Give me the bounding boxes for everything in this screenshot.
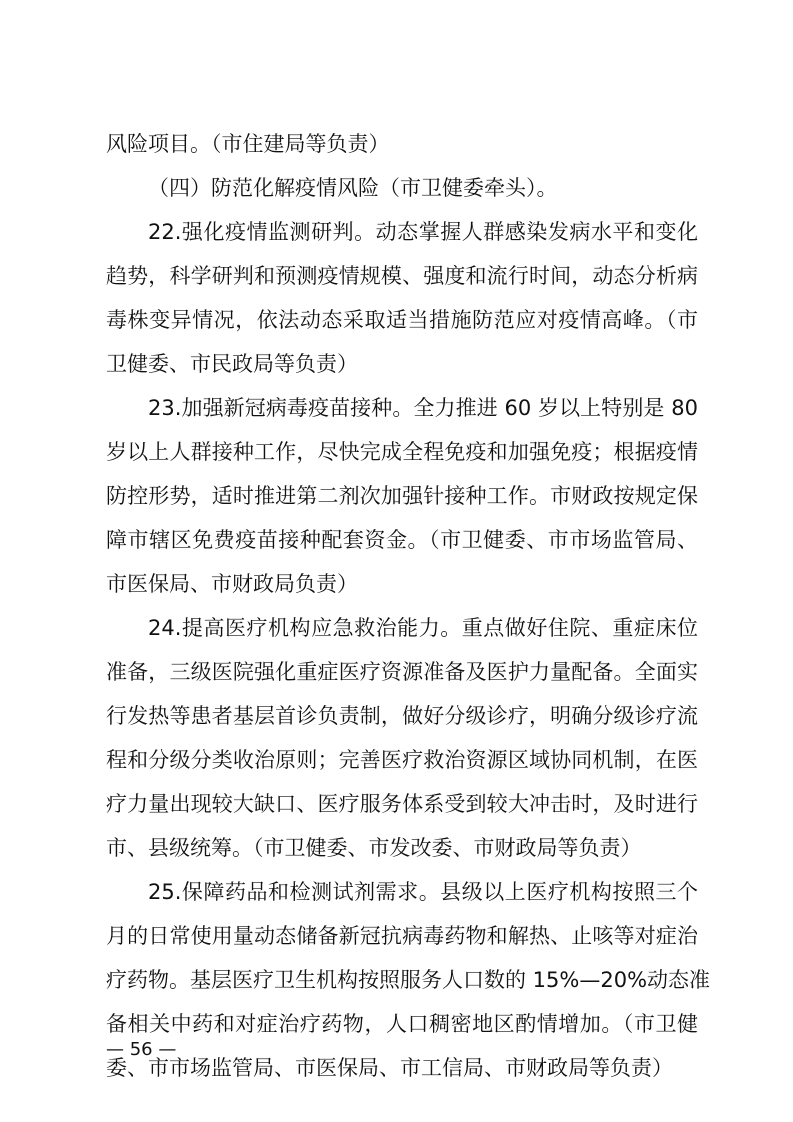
text-line: 行发热等患者基层首诊负责制，做好分级诊疗，明确分级诊疗流 [106,704,698,728]
text-line: 疗力量出现较大缺口、医疗服务体系受到较大冲击时，及时进行 [106,792,698,816]
page-number: — 56 — [106,1039,177,1060]
text-line: 25.保障药品和检测试剂需求。县级以上医疗机构按照三个 [148,880,698,904]
text-line: 市、县级统筹。（市卫健委、市发改委、市财政局等负责） [106,836,642,860]
text-line: 22.强化疫情监测研判。动态掌握人群感染发病水平和变化 [148,220,698,244]
text-line: 风险项目。（市住建局等负责） [106,132,390,156]
text-line: 市医保局、市财政局负责） [106,572,358,596]
text-line: 障市辖区免费疫苗接种配套资金。（市卫健委、市市场监管局、 [106,528,698,552]
body-text [106,122,711,1090]
text-line: 岁以上人群接种工作，尽快完成全程免疫和加强免疫；根据疫情 [106,440,698,464]
text-line: 卫健委、市民政局等负责） [106,352,358,376]
text-line: 趋势，科学研判和预测疫情规模、强度和流行时间，动态分析病 [106,264,698,288]
text-line: 24.提高医疗机构应急救治能力。重点做好住院、重症床位 [148,616,698,640]
text-line: 防控形势，适时推进第二剂次加强针接种工作。市财政按规定保 [106,484,698,508]
text-line: 毒株变异情况，依法动态采取适当措施防范应对疫情高峰。（市 [106,308,698,332]
text-line: 准备，三级医院强化重症医疗资源准备及医护力量配备。全面实 [106,660,698,684]
text-line: 月的日常使用量动态储备新冠抗病毒药物和解热、止咳等对症治 [106,924,698,948]
text-line: （四）防范化解疫情风险（市卫健委牵头）。 [148,176,558,200]
text-line: 委、市市场监管局、市医保局、市工信局、市财政局等负责） [106,1056,673,1080]
text-line: 疗药物。基层医疗卫生机构按照服务人口数的 15%—20%动态准 [106,968,711,992]
text-line: 程和分级分类收治原则；完善医疗救治资源区域协同机制，在医 [106,748,698,772]
text-line: 23.加强新冠病毒疫苗接种。全力推进 60 岁以上特别是 80 [148,396,698,420]
text-line: 备相关中药和对症治疗药物，人口稠密地区酌情增加。（市卫健 [106,1012,698,1036]
